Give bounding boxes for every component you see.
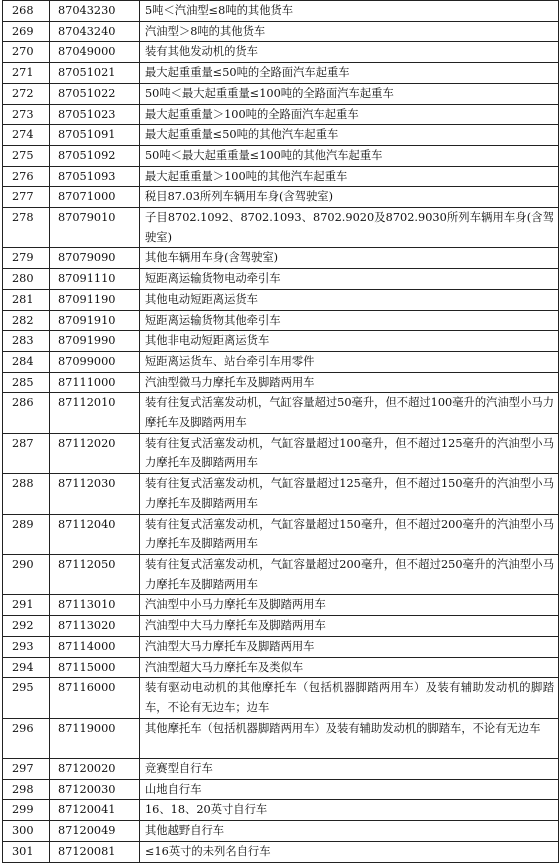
table-row: [3, 616, 559, 637]
tariff-code: 87120049: [50, 821, 140, 842]
row-number: 273: [3, 104, 50, 125]
goods-description: 子目8702.1092、8702.1093、8702.9020及8702.9030所列车辆用车身(含驾驶室): [140, 208, 559, 248]
table-row: [3, 125, 559, 146]
row-number: 277: [3, 187, 50, 208]
row-number: 279: [3, 248, 50, 269]
goods-description: 装有其他发动机的货车: [140, 42, 559, 63]
goods-description: 山地自行车: [140, 779, 559, 800]
tariff-code: 87120020: [50, 759, 140, 780]
table-row: [3, 331, 559, 352]
table-row: [3, 145, 559, 166]
row-number: 269: [3, 21, 50, 42]
table-row: [3, 269, 559, 290]
row-number: 280: [3, 269, 50, 290]
goods-description: 装有往复式活塞发动机，气缸容量超过125毫升，但不超过150毫升的汽油型小马力摩托车及脚踏两用车: [140, 474, 559, 514]
goods-description: 最大起重重量＞100吨的全路面汽车起重车: [140, 104, 559, 125]
goods-description: 其他非电动短距离运货车: [140, 331, 559, 352]
tariff-code: 87112050: [50, 554, 140, 594]
table-row: [3, 474, 559, 514]
row-number: 286: [3, 393, 50, 433]
goods-description: 汽油型中小马力摩托车及脚踏两用车: [140, 595, 559, 616]
table-row: [3, 63, 559, 84]
table-row: [3, 433, 559, 473]
row-number: 285: [3, 372, 50, 393]
goods-description: 其他电动短距离运货车: [140, 289, 559, 310]
row-number: 294: [3, 657, 50, 678]
tariff-code: 87112040: [50, 514, 140, 554]
row-number: 282: [3, 310, 50, 331]
goods-description: 税目87.03所列车辆用车身(含驾驶室): [140, 187, 559, 208]
tariff-code: 87120081: [50, 841, 140, 862]
table-row: [3, 393, 559, 433]
table-row: [3, 821, 559, 842]
tariff-code: 87116000: [50, 678, 140, 718]
goods-description: 最大起重重量≤50吨的全路面汽车起重车: [140, 63, 559, 84]
tariff-code: 87079010: [50, 208, 140, 248]
goods-description: 汽油型微马力摩托车及脚踏两用车: [140, 372, 559, 393]
tariff-code: 87091990: [50, 331, 140, 352]
row-number: 292: [3, 616, 50, 637]
table-row: [3, 595, 559, 616]
goods-description: 16、18、20英寸自行车: [140, 800, 559, 821]
row-number: 272: [3, 83, 50, 104]
row-number: 274: [3, 125, 50, 146]
tariff-code: 87113020: [50, 616, 140, 637]
goods-description: 短距离运输货物其他牵引车: [140, 310, 559, 331]
row-number: 293: [3, 636, 50, 657]
tariff-code: 87120041: [50, 800, 140, 821]
goods-description: 装有往复式活塞发动机，气缸容量超过150毫升，但不超过200毫升的汽油型小马力摩托车及脚踏两用车: [140, 514, 559, 554]
row-number: 297: [3, 759, 50, 780]
goods-description: 汽油型中大马力摩托车及脚踏两用车: [140, 616, 559, 637]
row-number: 295: [3, 678, 50, 718]
tariff-code: 87112030: [50, 474, 140, 514]
row-number: 288: [3, 474, 50, 514]
goods-description: 装有往复式活塞发动机，气缸容量超过200毫升，但不超过250毫升的汽油型小马力摩托车及脚踏两用车: [140, 554, 559, 594]
goods-description: 50吨＜最大起重重量≤100吨的其他汽车起重车: [140, 145, 559, 166]
tariff-code: 87051091: [50, 125, 140, 146]
tariff-code: 87112020: [50, 433, 140, 473]
goods-description: 短距离运输货物电动牵引车: [140, 269, 559, 290]
row-number: 300: [3, 821, 50, 842]
table-row: [3, 187, 559, 208]
tariff-code: 87091110: [50, 269, 140, 290]
goods-description: ≤16英寸的未列名自行车: [140, 841, 559, 862]
table-row: [3, 351, 559, 372]
goods-description: 装有往复式活塞发动机，气缸容量超过100毫升，但不超过125毫升的汽油型小马力摩托车及脚踏两用车: [140, 433, 559, 473]
row-number: 287: [3, 433, 50, 473]
goods-description: 装有往复式活塞发动机，气缸容量超过50毫升，但不超过100毫升的汽油型小马力摩托车及脚踏两用车: [140, 393, 559, 433]
goods-description: 汽油型大马力摩托车及脚踏两用车: [140, 636, 559, 657]
tariff-code: 87051023: [50, 104, 140, 125]
tariff-code: 87120030: [50, 779, 140, 800]
goods-description: 装有驱动电动机的其他摩托车（包括机器脚踏两用车）及装有辅助发动机的脚踏车，不论有无边车；边车: [140, 678, 559, 718]
table-row: [3, 779, 559, 800]
row-number: 289: [3, 514, 50, 554]
table-row: [3, 678, 559, 718]
table-row: [3, 21, 559, 42]
row-number: 299: [3, 800, 50, 821]
tariff-code: 87112010: [50, 393, 140, 433]
table-row: [3, 1, 559, 22]
table-row: [3, 83, 559, 104]
table-row: [3, 310, 559, 331]
tariff-table-body: [3, 1, 559, 863]
row-number: 271: [3, 63, 50, 84]
tariff-code: 87091190: [50, 289, 140, 310]
goods-description: 短距离运货车、站台牵引车用零件: [140, 351, 559, 372]
row-number: 296: [3, 718, 50, 758]
row-number: 270: [3, 42, 50, 63]
tariff-code: 87051093: [50, 166, 140, 187]
tariff-code: 87043230: [50, 1, 140, 22]
goods-description: 5吨＜汽油型≤8吨的其他货车: [140, 1, 559, 22]
tariff-code: 87049000: [50, 42, 140, 63]
goods-description: 其他摩托车（包括机器脚踏两用车）及装有辅助发动机的脚踏车，不论有无边车: [140, 718, 559, 758]
tariff-code: 87051022: [50, 83, 140, 104]
table-row: [3, 42, 559, 63]
table-row: [3, 718, 559, 758]
tariff-table: [2, 0, 559, 863]
goods-description: 其他车辆用车身(含驾驶室): [140, 248, 559, 269]
tariff-code: 87099000: [50, 351, 140, 372]
table-row: [3, 372, 559, 393]
goods-description: 其他越野自行车: [140, 821, 559, 842]
table-row: [3, 554, 559, 594]
row-number: 301: [3, 841, 50, 862]
tariff-code: 87111000: [50, 372, 140, 393]
table-row: [3, 800, 559, 821]
tariff-code: 87051021: [50, 63, 140, 84]
row-number: 268: [3, 1, 50, 22]
goods-description: 最大起重重量＞100吨的其他汽车起重车: [140, 166, 559, 187]
table-row: [3, 657, 559, 678]
table-row: [3, 289, 559, 310]
row-number: 275: [3, 145, 50, 166]
goods-description: 50吨＜最大起重重量≤100吨的全路面汽车起重车: [140, 83, 559, 104]
tariff-code: 87051092: [50, 145, 140, 166]
table-row: [3, 759, 559, 780]
row-number: 291: [3, 595, 50, 616]
row-number: 298: [3, 779, 50, 800]
goods-description: 汽油型＞8吨的其他货车: [140, 21, 559, 42]
tariff-code: 87114000: [50, 636, 140, 657]
goods-description: 竞赛型自行车: [140, 759, 559, 780]
tariff-code: 87043240: [50, 21, 140, 42]
row-number: 278: [3, 208, 50, 248]
tariff-code: 87113010: [50, 595, 140, 616]
tariff-code: 87115000: [50, 657, 140, 678]
table-row: [3, 514, 559, 554]
tariff-code: 87071000: [50, 187, 140, 208]
table-row: [3, 248, 559, 269]
table-row: [3, 636, 559, 657]
table-row: [3, 841, 559, 862]
row-number: 276: [3, 166, 50, 187]
table-row: [3, 104, 559, 125]
table-row: [3, 166, 559, 187]
goods-description: 最大起重重量≤50吨的其他汽车起重车: [140, 125, 559, 146]
row-number: 281: [3, 289, 50, 310]
row-number: 290: [3, 554, 50, 594]
tariff-code: 87119000: [50, 718, 140, 758]
row-number: 284: [3, 351, 50, 372]
row-number: 283: [3, 331, 50, 352]
tariff-code: 87091910: [50, 310, 140, 331]
table-row: [3, 208, 559, 248]
tariff-code: 87079090: [50, 248, 140, 269]
goods-description: 汽油型超大马力摩托车及类似车: [140, 657, 559, 678]
